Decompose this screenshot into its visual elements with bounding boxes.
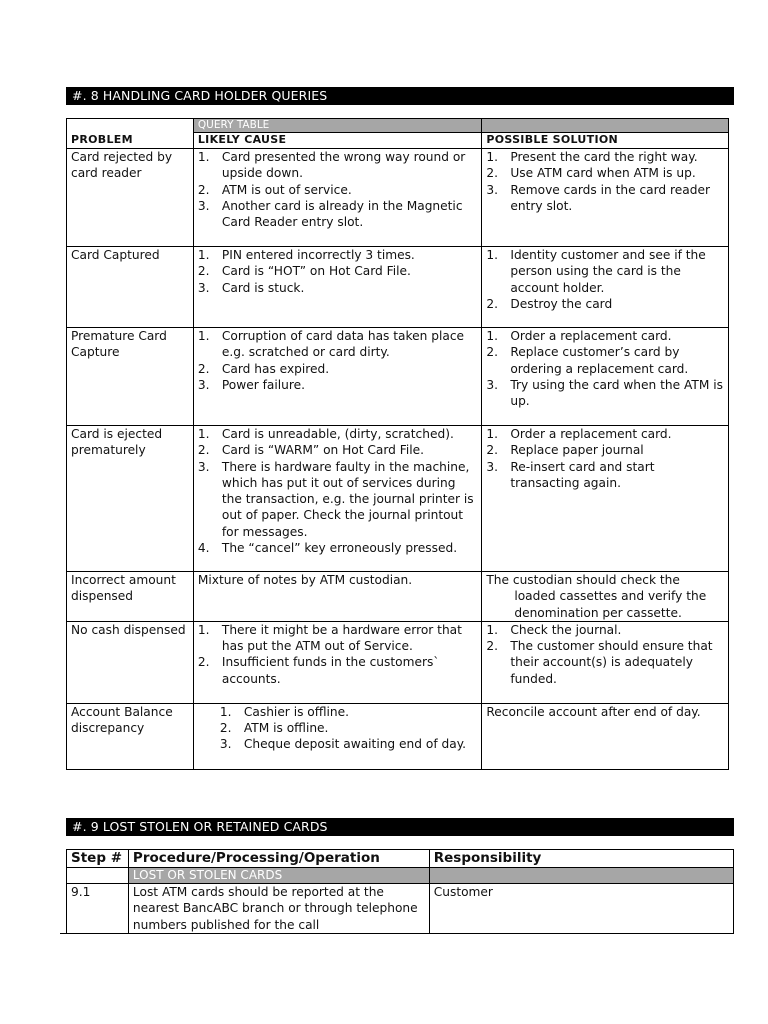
page-bottom-rule [60, 933, 734, 934]
table-row [67, 572, 729, 622]
cause-cell: 1. PIN entered incorrectly 3 times. 2. Card is “HOT” on Hot Card File. 3. Card is stuck. [193, 247, 481, 328]
step-cell: 9.1 [67, 884, 129, 934]
section-9-title: #. 9 LOST STOLEN OR RETAINED CARDS [66, 818, 734, 836]
solution-cell: 1. Order a replacement card. 2. Replace paper journal 3. Re-insert card and start transacting again. [482, 426, 729, 572]
table-row [67, 884, 734, 934]
responsibility-cell: Customer [429, 884, 733, 934]
solution-cell: 1. Present the card the right way. 2. Use ATM card when ATM is up. 3. Remove cards in the card reader entry slot. [482, 149, 729, 247]
cause-cell: 1. There it might be a hardware error that has put the ATM out of Service. 2. Insufficient funds in the customers` accounts. [193, 621, 481, 703]
solution-cell: The custodian should check the loaded cassettes and verify the denomination per cassette. [482, 572, 729, 622]
problem-cell: Card is ejected prematurely [67, 426, 194, 572]
procedure-cell: Lost ATM cards should be reported at the nearest BancABC branch or through telephone numbers published for the call [128, 884, 429, 934]
query-table [66, 118, 729, 770]
cause-cell: Mixture of notes by ATM custodian. [193, 572, 481, 622]
header-responsibility: Responsibility [429, 850, 733, 868]
cause-cell: 1. Cashier is offline. 2. ATM is offline. 3. Cheque deposit awaiting end of day. [193, 703, 481, 769]
table-row [67, 703, 729, 769]
problem-cell: Account Balance discrepancy [67, 703, 194, 769]
header-procedure: Procedure/Processing/Operation [128, 850, 429, 868]
table-row [67, 426, 729, 572]
header-step: Step # [67, 850, 129, 868]
header-likely-cause: LIKELY CAUSE [193, 133, 481, 149]
problem-cell: Incorrect amount dispensed [67, 572, 194, 622]
table-row [67, 328, 729, 426]
cause-cell: 1. Card is unreadable, (dirty, scratched). 2. Card is “WARM” on Hot Card File. 3. There is hardware faulty in the machine, which has put it out of services during the transaction, e.g. the journal printer is out of paper. Check the journal printout for messages. 4. The “cancel” key erroneously pressed. [193, 426, 481, 572]
query-table-caption: QUERY TABLE [193, 119, 481, 133]
problem-cell: Premature Card Capture [67, 328, 194, 426]
cause-cell: 1. Corruption of card data has taken place e.g. scratched or card dirty. 2. Card has expired. 3. Power failure. [193, 328, 481, 426]
table-row [67, 247, 729, 328]
header-possible-solution: POSSIBLE SOLUTION [482, 133, 729, 149]
cause-cell: 1. Card presented the wrong way round or upside down. 2. ATM is out of service. 3. Another card is already in the Magnetic Card Reader entry slot. [193, 149, 481, 247]
section-8-title: #. 8 HANDLING CARD HOLDER QUERIES [66, 87, 734, 105]
solution-cell: 1. Identity customer and see if the person using the card is the account holder. 2. Destroy the card [482, 247, 729, 328]
problem-cell: Card Captured [67, 247, 194, 328]
subheading-lost-stolen: LOST OR STOLEN CARDS [128, 868, 429, 884]
table-row [67, 149, 729, 247]
header-problem: PROBLEM [67, 133, 194, 149]
problem-cell: No cash dispensed [67, 621, 194, 703]
procedure-table [66, 849, 734, 934]
problem-cell: Card rejected by card reader [67, 149, 194, 247]
table-row [67, 621, 729, 703]
solution-cell: 1. Order a replacement card. 2. Replace customer’s card by ordering a replacement card. 3. Try using the card when the ATM is up. [482, 328, 729, 426]
solution-cell: 1. Check the journal. 2. The customer should ensure that their account(s) is adequately funded. [482, 621, 729, 703]
solution-cell: Reconcile account after end of day. [482, 703, 729, 769]
